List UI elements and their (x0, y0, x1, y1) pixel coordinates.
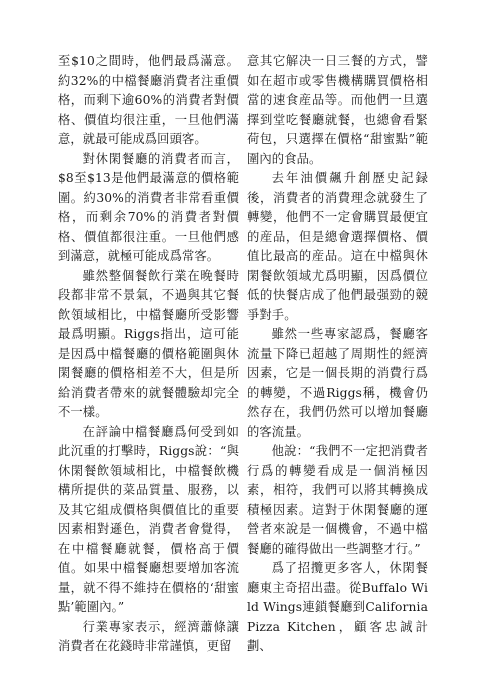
paragraph: 雖然整個餐飲行業在晚餐時段都非常不景氣，不過與其它餐飲領域相比，中檔餐廳所受影響最爲明顯。Riggs指出，這可能是因爲中檔餐廳的價格範圍與休閑餐廳的價格相差不大，但是所給消費者帶來的就餐體驗却完全不一樣。 (58, 268, 239, 419)
paragraph: 對休閑餐廳的消費者而言，$8至$13是他們最滿意的價格範圍。約30%的消費者非常看重價格，而剩余70%的消費者對價格、價值都很注重。一旦他們感到滿意，就極可能成爲常客。 (58, 151, 239, 263)
paragraph: 他說：“我們不一定把消費者行爲的轉變看成是一個消極因素，相符，我們可以將其轉換成積極因素。這對于休閑餐廳的運營者來說是一個機會，不過中檔餐廳的確得做出一些調整才行。” (247, 444, 428, 556)
paragraph: 行業專家表示，經濟蕭條讓消費者在花錢時非常謹慎，更留 (58, 619, 239, 653)
left-column (58, 52, 239, 657)
paragraph: 爲了招攬更多客人，休閑餐廳東主奇招出盡。從Buffalo Wild Wings連鎖餐廳到California Pizza Kitchen，顧客忠誠計劃、 (247, 561, 428, 653)
paragraph: 去年油價飆升創歷史記録後，消費者的消費理念就發生了轉變，他們不一定會購買最便宜的産品，但是總會選擇價格、價值比最高的産品。這在中檔與休閑餐飲領域尤爲明顯，因爲價位低的快餐店成了他們最强勁的競爭對手。 (247, 171, 428, 322)
paragraph: 雖然一些專家認爲，餐廳客流量下降已超越了周期性的經濟因素，它是一個長期的消費行爲的轉變，不過Riggs稱，機會仍然存在，我們仍然可以增加餐廳的客流量。 (247, 327, 428, 439)
paragraph: 至$10之間時，他們最爲滿意。約32%的中檔餐廳消費者注重價格，而剩下逾60%的消費者對價格、價值均很注重，一旦他們滿意，就最可能成爲回頭客。 (58, 54, 239, 146)
paragraph: 意其它解决一日三餐的方式，譬如在超市或零售機構購買價格相當的速食産品等。而他們一旦選擇到堂吃餐廳就餐，也總會看緊荷包，只選擇在價格“甜蜜點”範圍內的食品。 (247, 54, 428, 166)
right-column (247, 52, 428, 657)
paragraph: 在評論中檔餐廳爲何受到如此沉重的打擊時，Riggs說：“與休閑餐飲領域相比，中檔餐飲機構所提供的菜品質量、服務，以及其它組成價格與價值比的重要因素相對遜色，消費者會覺得，在中檔餐廳就餐，價格高于價值。如果中檔餐廳想要增加客流量，就不得不維持在價格的‘甜蜜點’範圍內。” (58, 424, 239, 614)
